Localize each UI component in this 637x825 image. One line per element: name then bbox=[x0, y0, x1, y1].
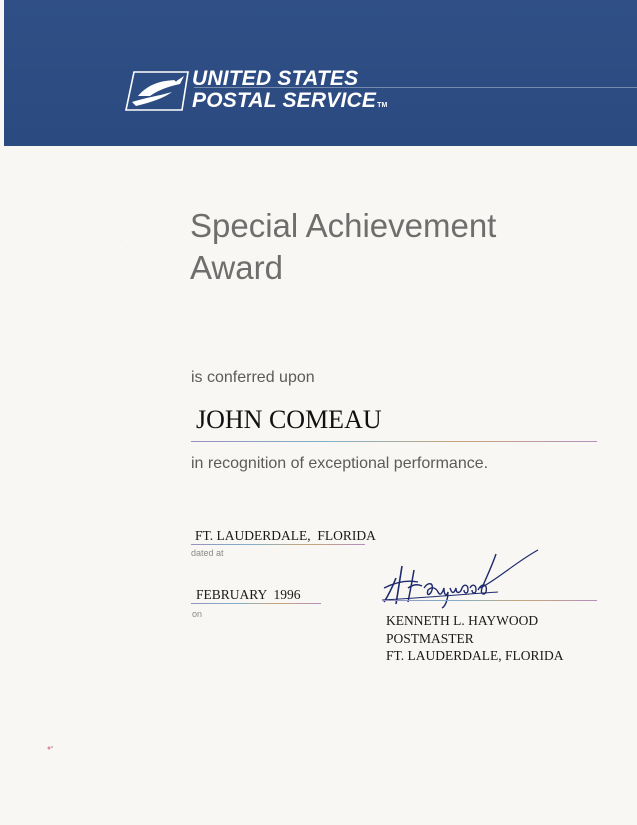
usps-wordmark-line1: UNITED STATES bbox=[192, 67, 359, 90]
signatory-title: POSTMASTER bbox=[386, 631, 474, 646]
conferred-text: is conferred upon bbox=[191, 369, 315, 386]
recognition-text: in recognition of exceptional performance. bbox=[191, 455, 489, 472]
award-title-line1: Special Achievement bbox=[190, 207, 497, 244]
date-value: FEBRUARY 1996 bbox=[196, 587, 301, 602]
award-title-line2: Award bbox=[190, 249, 283, 286]
usps-wordmark-line2: POSTAL SERVICE bbox=[192, 89, 377, 112]
date-caption: on bbox=[192, 609, 203, 619]
location-caption: dated at bbox=[191, 548, 224, 558]
signatory-name: KENNETH L. HAYWOOD bbox=[386, 613, 539, 628]
usps-wordmark bbox=[192, 68, 388, 117]
recipient-underline bbox=[191, 441, 597, 442]
signatory-location: FT. LAUDERDALE, FLORIDA bbox=[386, 648, 564, 663]
paper-speck bbox=[46, 745, 55, 751]
trademark-mark: TM bbox=[377, 102, 388, 109]
signature-line bbox=[382, 600, 597, 601]
recipient-name: JOHN COMEAU bbox=[196, 405, 382, 434]
eagle-logo-icon bbox=[124, 70, 190, 112]
location-underline bbox=[191, 544, 365, 545]
location-value: FT. LAUDERDALE, FLORIDA bbox=[195, 528, 376, 543]
award-title bbox=[190, 205, 496, 289]
date-underline bbox=[191, 603, 321, 604]
